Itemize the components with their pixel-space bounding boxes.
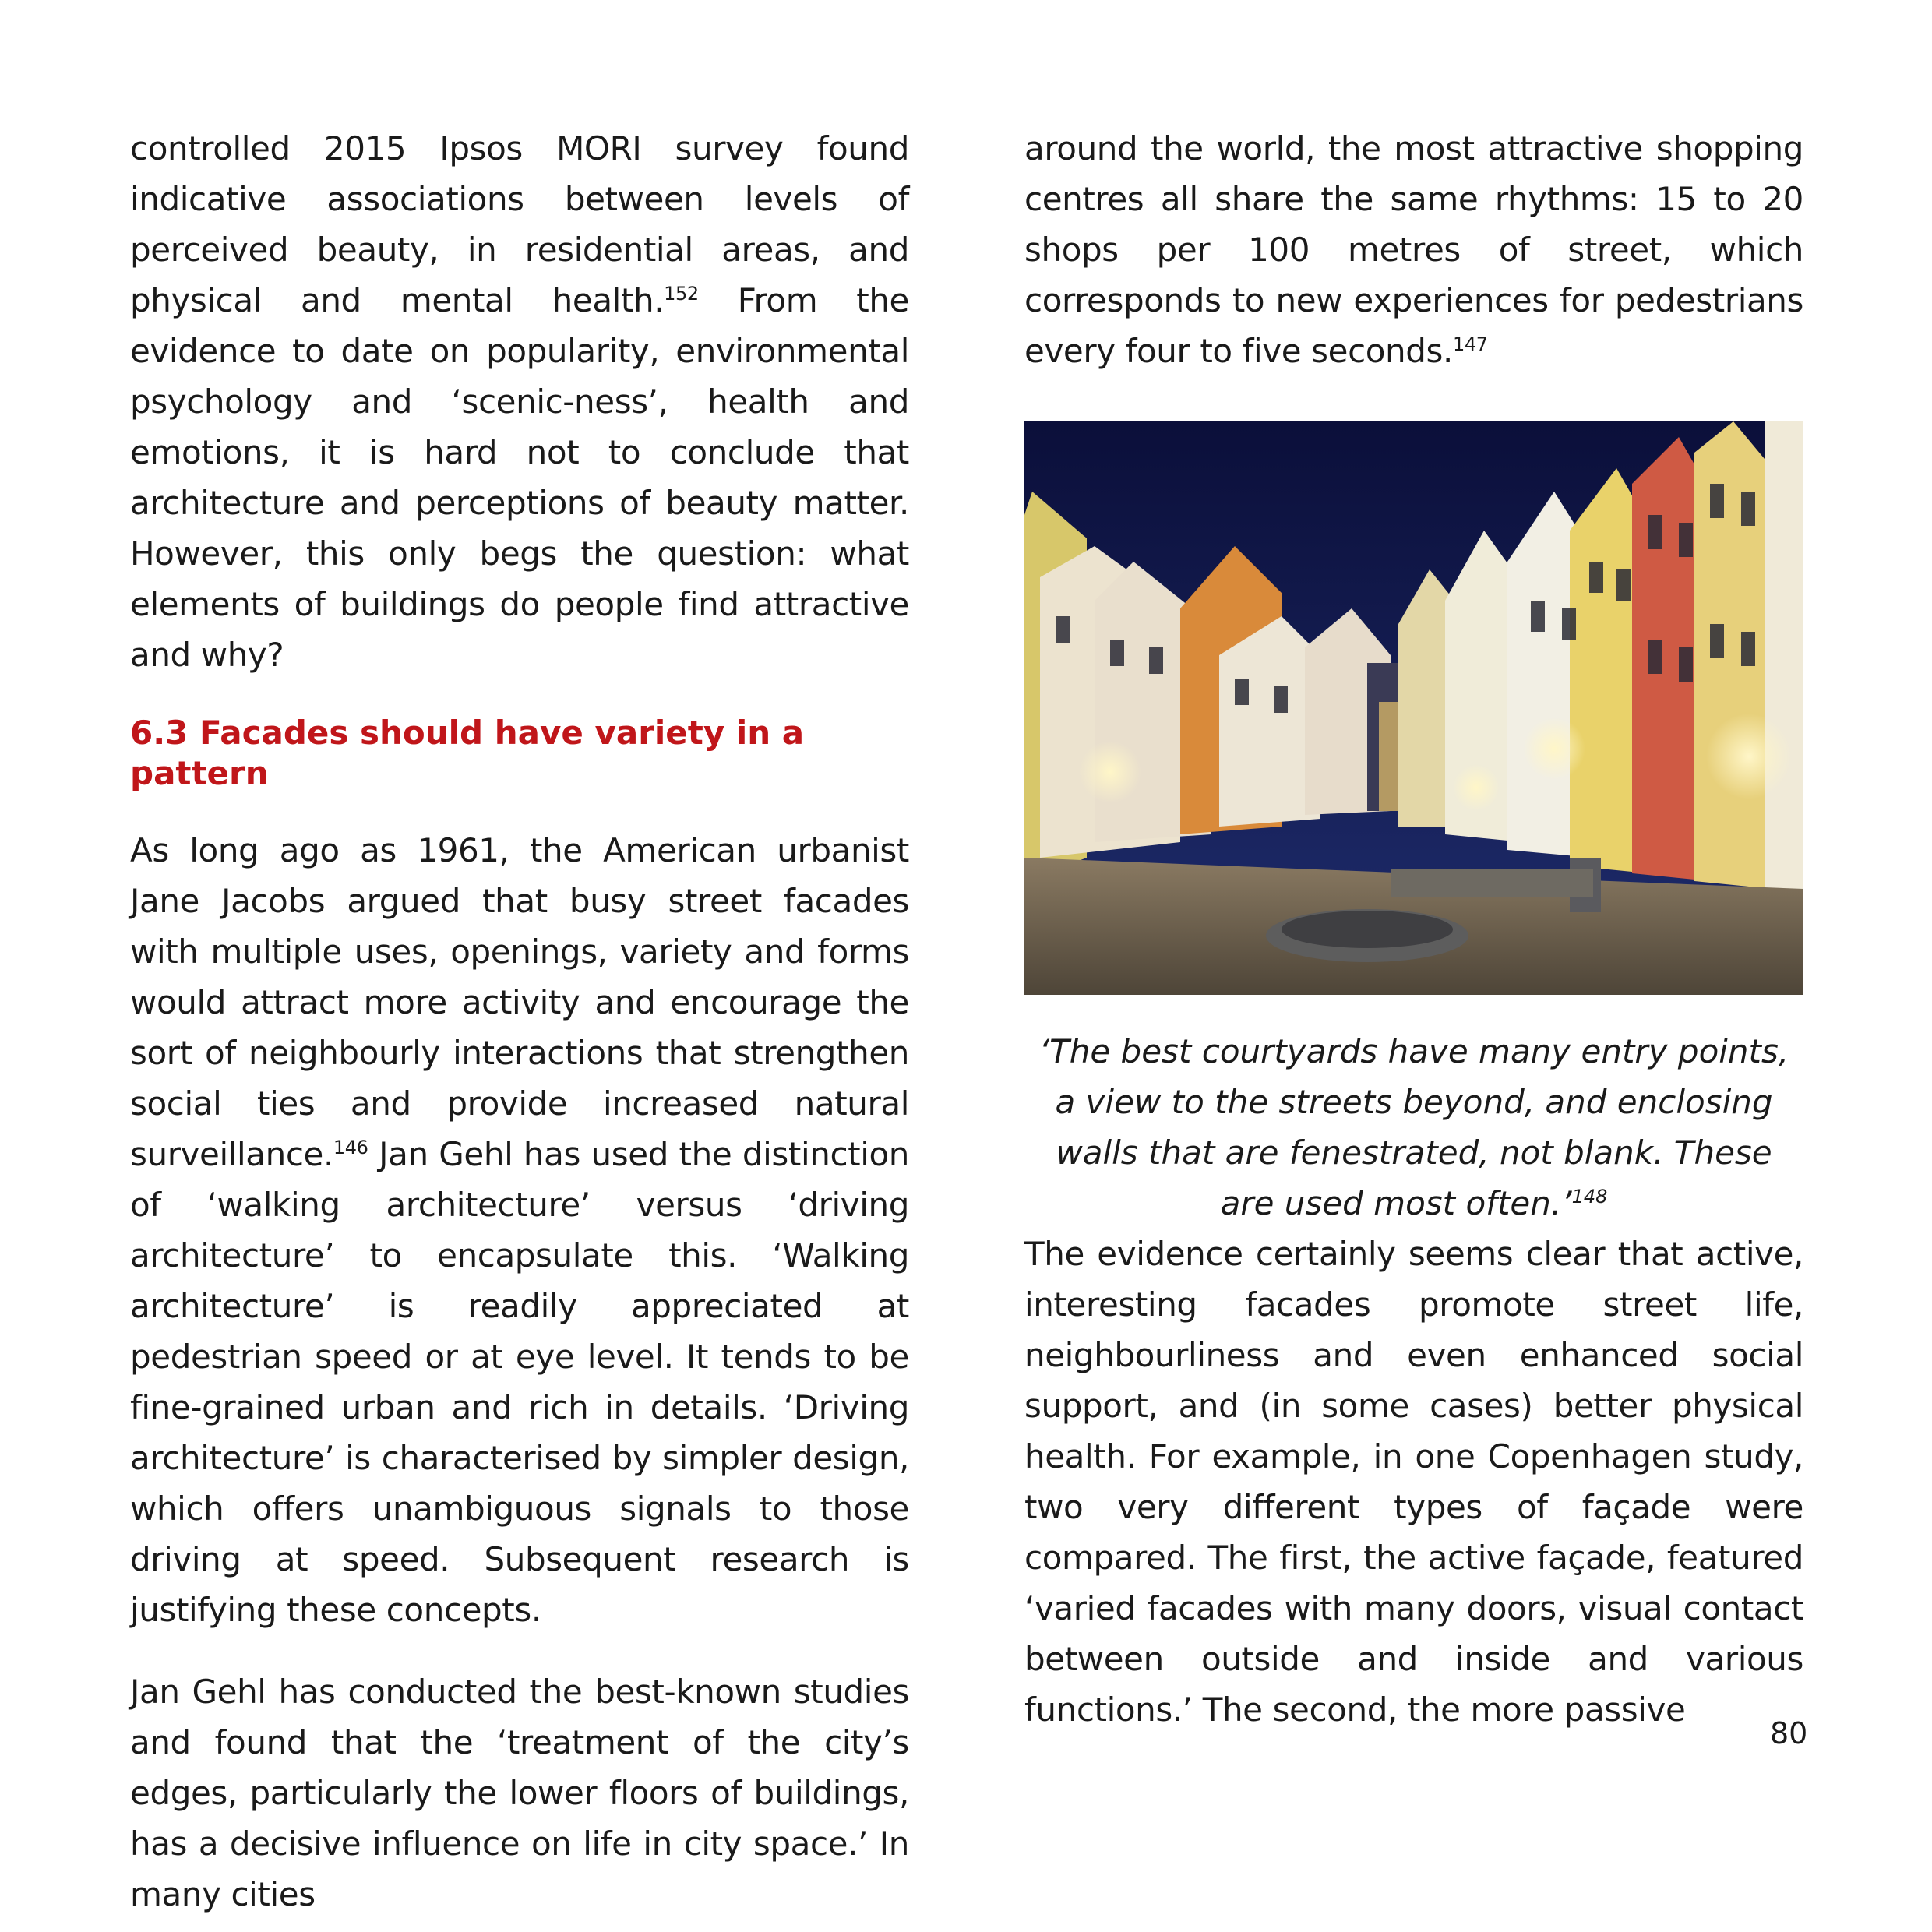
paragraph-shopping-rhythm — [1024, 123, 1803, 376]
footnote-ref[interactable]: 147 — [1452, 333, 1488, 355]
paragraph-text: controlled 2015 Ipsos MORI survey found indicative associations between levels of perceived beauty, in residential areas, and physical and mental health. — [130, 129, 909, 319]
courtyard-night-photo — [1024, 421, 1803, 995]
page-number: 80 — [1770, 1716, 1808, 1750]
paragraph-gehl: Jan Gehl has conducted the best-known studies and found that the ‘treatment of the city’s edges, particularly the lower floors of buildings, has a decisive influence on life in city space.’ In many cities — [130, 1673, 909, 1913]
left-column — [130, 123, 909, 1920]
right-column — [1024, 123, 1803, 1735]
paragraph-text: From the evidence to date on popularity, environmental psychology and ‘scenic-ness’, health and emotions, it is hard not to conclude that architecture and perceptions of beauty matter. However, this only begs the question: what elements of buildings do people find attractive and why? — [130, 281, 909, 674]
paragraph-text: around the world, the most attractive shopping centres all share the same rhythms: 15 to 20 shops per 100 metres of street, which corresponds to new experiences for pedestrians every four to five seconds. — [1024, 129, 1803, 370]
caption-text: ‘The best courtyards have many entry points, a view to the streets beyond, and enclosing walls that are fenestrated, not blank. These are used most often.’ — [1038, 1032, 1789, 1222]
footnote-ref[interactable]: 146 — [333, 1137, 368, 1158]
paragraph-text: As long ago as 1961, the American urbanist Jane Jacobs argued that busy street facades with multiple uses, openings, variety and forms would attract more activity and encourage the sort of neighbourly interactions that strengthen social ties and provide increased natural surveillance. — [130, 831, 909, 1173]
paragraph-copenhagen: The evidence certainly seems clear that active, interesting facades promote street life, neighbourliness and even enhanced social support, and (in some cases) better physical health. For example, in one Copenhagen study, two very different types of façade were compared. The first, the active façade, featured ‘varied facades with many doors, visual contact between outside and inside and various functions.’ The second, the more passive — [1024, 1235, 1803, 1729]
footnote-ref[interactable]: 148 — [1571, 1186, 1608, 1208]
photo-caption — [1024, 1026, 1803, 1229]
footnote-ref[interactable]: 152 — [664, 283, 699, 305]
paragraph-text: Jan Gehl has used the distinction of ‘walking architecture’ versus ‘driving architecture’ to encapsulate this. ‘Walking architecture’ is readily appreciated at pedestrian speed or at eye level. It tends to be fine-grained urban and rich in details. ‘Driving architecture’ is characterised by simpler design, which offers unambiguous signals to those driving at speed. Subsequent research is justifying these concepts. — [130, 1135, 909, 1629]
paragraph-jacobs — [130, 825, 909, 1635]
paragraph-beauty-health — [130, 123, 909, 680]
section-heading: 6.3 Facades should have variety in a pattern — [130, 714, 805, 792]
